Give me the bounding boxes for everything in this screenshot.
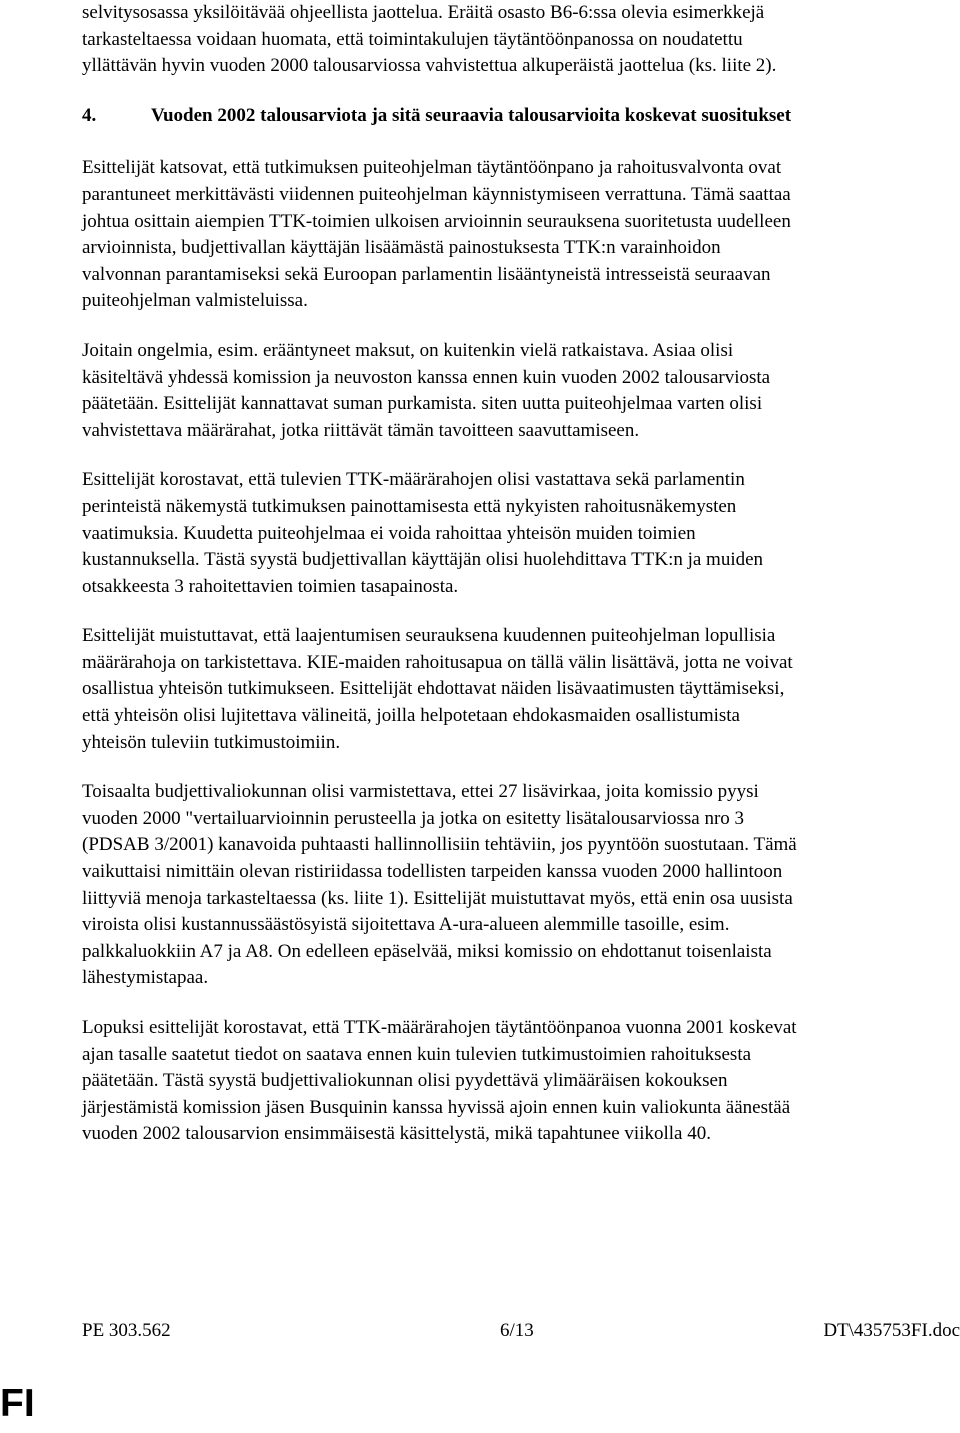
text-line: valvonnan parantamiseksi sekä Euroopan parlamentin lisääntyneistä intresseistä seuraavan: [82, 263, 771, 285]
text-line: (PDSAB 3/2001) kanavoida puhtaasti hallinnollisiin tehtäviin, jos pyyntöön suostutaan. Tämä: [82, 834, 797, 856]
intro-paragraph: [82, 0, 960, 80]
text-line: yllättävän hyvin vuoden 2000 talousarviossa vahvistettua alkuperäistä jaottelua (ks. liite 2).: [82, 55, 777, 77]
text-line: päätetään. Tästä syystä budjettivaliokunnan olisi pyydettävä ylimääräisen kokouksen: [82, 1070, 728, 1092]
paragraph: [82, 779, 960, 992]
text-line: vuoden 2002 talousarvion ensimmäisestä käsittelystä, mikä tapahtunee viikolla 40.: [82, 1123, 711, 1145]
text-line: että yhteisön olisi lujitettava välineitä, joilla helpotetaan ehdokasmaiden osallistumista: [82, 705, 740, 727]
text-line: järjestämistä komission jäsen Busquinin kanssa hyvissä ajoin ennen kuin valiokunta äänestää: [82, 1096, 791, 1118]
text-line: ajan tasalle saatetut tiedot on saatava ennen kuin tulevien tutkimustoimien rahoituksesta: [82, 1043, 752, 1065]
text-line: selvitysosassa yksilöitävää ohjeellista jaottelua. Eräitä osasto B6-6:ssa olevia esimerkkejä: [82, 2, 765, 23]
section-number: 4.: [82, 104, 97, 126]
text-line: tarkasteltaessa voidaan huomata, että toimintakulujen täytäntöönpanossa on noudatettu: [82, 28, 743, 50]
footer-reference: PE 303.562: [82, 1320, 171, 1341]
paragraph: [82, 623, 960, 756]
footer-page-number: 6/13: [500, 1320, 534, 1341]
document-body: [82, 0, 960, 1171]
text-line: lähestymistapaa.: [82, 967, 209, 989]
text-line: vuoden 2000 "vertailuarvioinnin perusteella ja jotka on esitetty lisätalousarviossa nro 3: [82, 807, 745, 829]
text-line: viroista olisi kustannussäästösyistä sijoitettava A-ura-alueen alemmille tasoille, esim.: [82, 914, 730, 936]
text-line: Lopuksi esittelijät korostavat, että TTK-määrärahojen täytäntöönpanoa vuonna 2001 koskevat: [82, 1017, 797, 1038]
paragraph: [82, 155, 960, 315]
text-line: Esittelijät katsovat, että tutkimuksen puiteohjelman täytäntöönpano ja rahoitusvalvonta ovat: [82, 157, 782, 179]
paragraph: [82, 338, 960, 444]
text-line: palkkaluokkiin A7 ja A8. On edelleen epäselvää, miksi komissio on ehdottanut toisenlaista: [82, 940, 772, 962]
paragraph: [82, 467, 960, 600]
text-line: päätetään. Esittelijät kannattavat suman purkamista. siten uutta puiteohjelmaa varten olisi: [82, 393, 763, 415]
text-line: liittyviä menoja tarkasteltaessa (ks. liite 1). Esittelijät muistuttavat myös, että enin osa uusista: [82, 887, 793, 909]
text-line: Esittelijät muistuttavat, että laajentumisen seurauksena kuudennen puiteohjelman lopullisia: [82, 625, 776, 647]
text-line: perinteistä näkemystä tutkimuksen painottamisesta että nykyisten rahoitusnäkemysten: [82, 495, 737, 517]
paragraph: [82, 1015, 960, 1148]
text-line: johtua osittain aiempien TTK-toimien ulkoisen arvioinnin seurauksena suoritetusta uudelleen: [82, 210, 791, 232]
text-line: vaatimuksia. Kuudetta puiteohjelmaa ei voida rahoittaa yhteisön muiden toimien: [82, 522, 696, 544]
section-title: Vuoden 2002 talousarviota ja sitä seuraavia talousarvioita koskevat suositukset: [151, 104, 792, 126]
text-line: yhteisön tuleviin tutkimustoimiin.: [82, 731, 341, 753]
text-line: Esittelijät korostavat, että tulevien TTK-määrärahojen olisi vastattava sekä parlamentin: [82, 469, 745, 491]
page-footer: [82, 1318, 960, 1344]
section-heading: [82, 103, 960, 130]
text-line: Joitain ongelmia, esim. erääntyneet maksut, on kuitenkin vielä ratkaistava. Asiaa olisi: [82, 339, 734, 361]
text-line: määrärahoja on tarkistettava. KIE-maiden rahoitusapua on tällä välin lisättävä, jotta ne voivat: [82, 651, 793, 673]
language-code: FI: [0, 1382, 35, 1425]
text-line: osallistua yhteisön tutkimukseen. Esittelijät ehdottavat näiden lisävaatimusten täyttämiseksi,: [82, 678, 785, 700]
text-line: Toisaalta budjettivaliokunnan olisi varmistettava, ettei 27 lisävirkaa, joita komissio pyysi: [82, 781, 759, 803]
text-line: vahvistettava määrärahat, jotka riittävät tämän tavoitteen saavuttamiseen.: [82, 419, 640, 441]
text-line: kustannuksella. Tästä syystä budjettivallan käyttäjän olisi huolehdittava TTK:n ja muiden: [82, 549, 764, 571]
text-line: arvioinnista, budjettivallan käyttäjän lisäämästä painostuksesta TTK:n varainhoidon: [82, 237, 721, 259]
text-line: käsiteltävä yhdessä komission ja neuvoston kanssa ennen kuin vuoden 2002 talousarviosta: [82, 366, 771, 388]
text-line: otsakkeesta 3 rahoitettavien toimien tasapainosta.: [82, 575, 459, 597]
text-line: puiteohjelman valmisteluissa.: [82, 290, 308, 312]
footer-filename: DT\435753FI.doc: [823, 1320, 960, 1341]
text-line: vaikuttaisi nimittäin olevan ristiriidassa todellisten tarpeiden kanssa vuoden 2000 hallintoon: [82, 861, 783, 883]
text-line: parantuneet merkittävästi viidennen puiteohjelman käynnistymiseen verrattuna. Tämä saattaa: [82, 183, 791, 205]
